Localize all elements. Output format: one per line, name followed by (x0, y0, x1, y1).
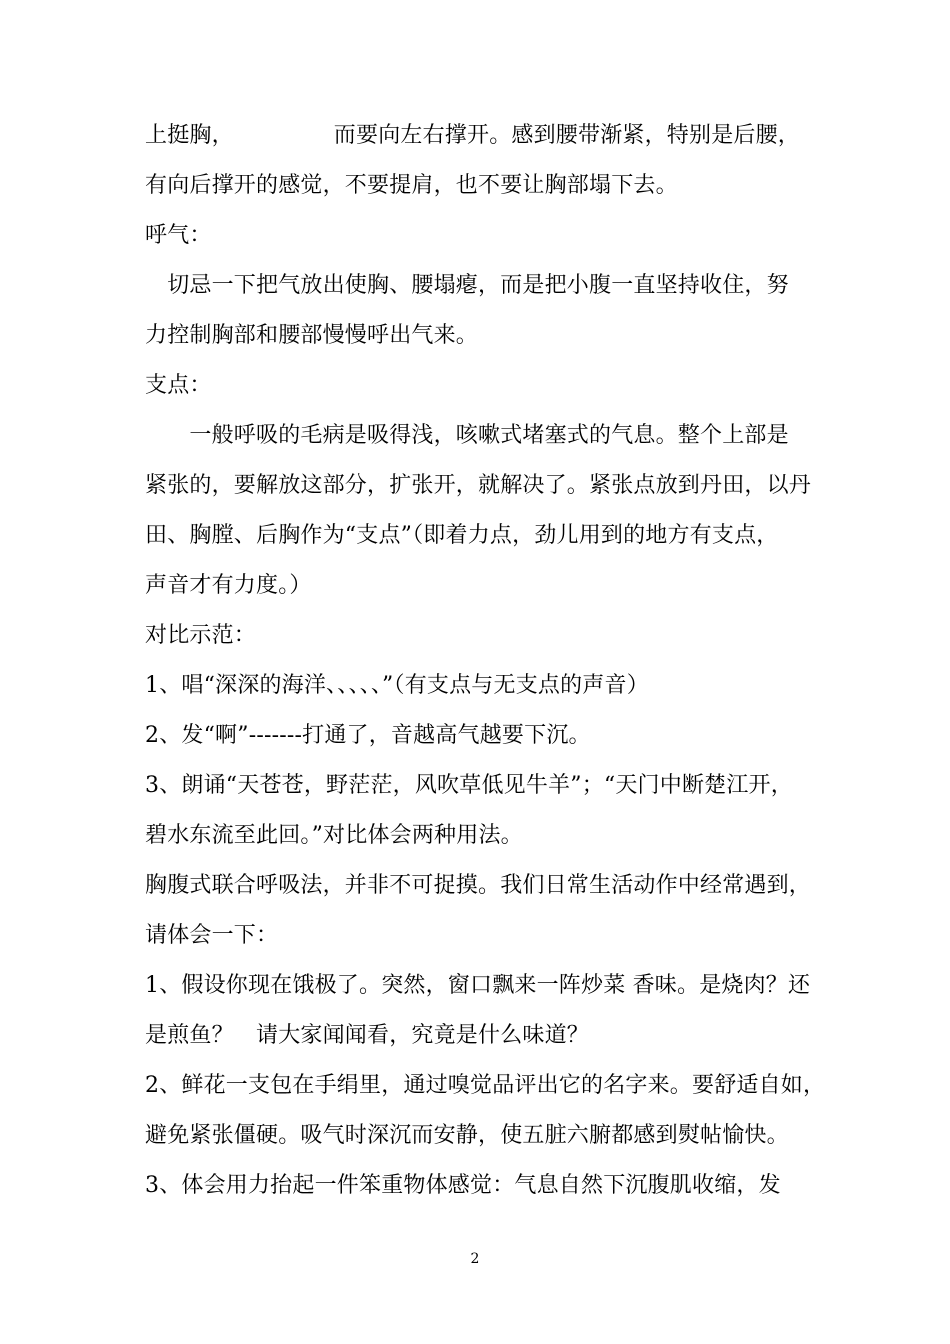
list-item: 2、鲜花一支包在手绢里，通过嗅觉品评出它的名字来。要舒适自如， (145, 1073, 826, 1098)
section-heading-comparison: 对比示范： (145, 623, 257, 648)
page-number: 2 (470, 1251, 480, 1267)
text-line: 切忌一下把气放出使胸、腰塌瘪，而是把小腹一直坚持收住，努 (145, 273, 789, 298)
section-heading-fulcrum: 支点： (145, 373, 212, 398)
list-item: 2、发“啊”-------打通了，音越高气越要下沉。 (145, 723, 591, 748)
text-line: 田、胸膛、后胸作为“支点”（即着力点，劲儿用到的地方有支点， (145, 523, 779, 548)
text-line: 有向后撑开的感觉，不要提肩，也不要让胸部塌下去。 (145, 173, 678, 198)
text-line: 紧张的，要解放这部分，扩张开，就解决了。紧张点放到丹田，以丹 (145, 473, 812, 498)
text-line: 胸腹式联合呼吸法，并非不可捉摸。我们日常生活动作中经常遇到， (145, 873, 812, 898)
text-line: 声音才有力度。） (145, 573, 312, 598)
text-line: 上挺胸， 而要向左右撑开。感到腰带渐紧，特别是后腰， (145, 123, 801, 148)
list-item: 1、假设你现在饿极了。突然，窗口飘来一阵炒菜 香味。是烧肉？还 (145, 973, 811, 998)
text-line: 避免紧张僵硬。吸气时深沉而安静，使五脏六腑都感到熨帖愉快。 (145, 1123, 789, 1148)
text-line: 一般呼吸的毛病是吸得浅，咳嗽式堵塞式的气息。整个上部是 (145, 423, 789, 448)
text-line: 碧水东流至此回。”对比体会两种用法。 (145, 823, 523, 848)
text-line: 是煎鱼？ 请大家闻闻看，究竟是什么味道？ (145, 1023, 590, 1048)
list-item: 1、唱“深深的海洋、、、、、”（有支点与无支点的声音） (145, 673, 649, 698)
text-line: 力控制胸部和腰部慢慢呼出气来。 (145, 323, 479, 348)
list-item: 3、朗诵“天苍苍，野茫茫，风吹草低见牛羊”；“天门中断楚江开， (145, 773, 793, 798)
list-item: 3、体会用力抬起一件笨重物体感觉：气息自然下沉腹肌收缩，发 (145, 1173, 781, 1198)
section-heading-exhale: 呼气： (145, 223, 212, 248)
text-line: 请体会一下： (145, 923, 279, 948)
